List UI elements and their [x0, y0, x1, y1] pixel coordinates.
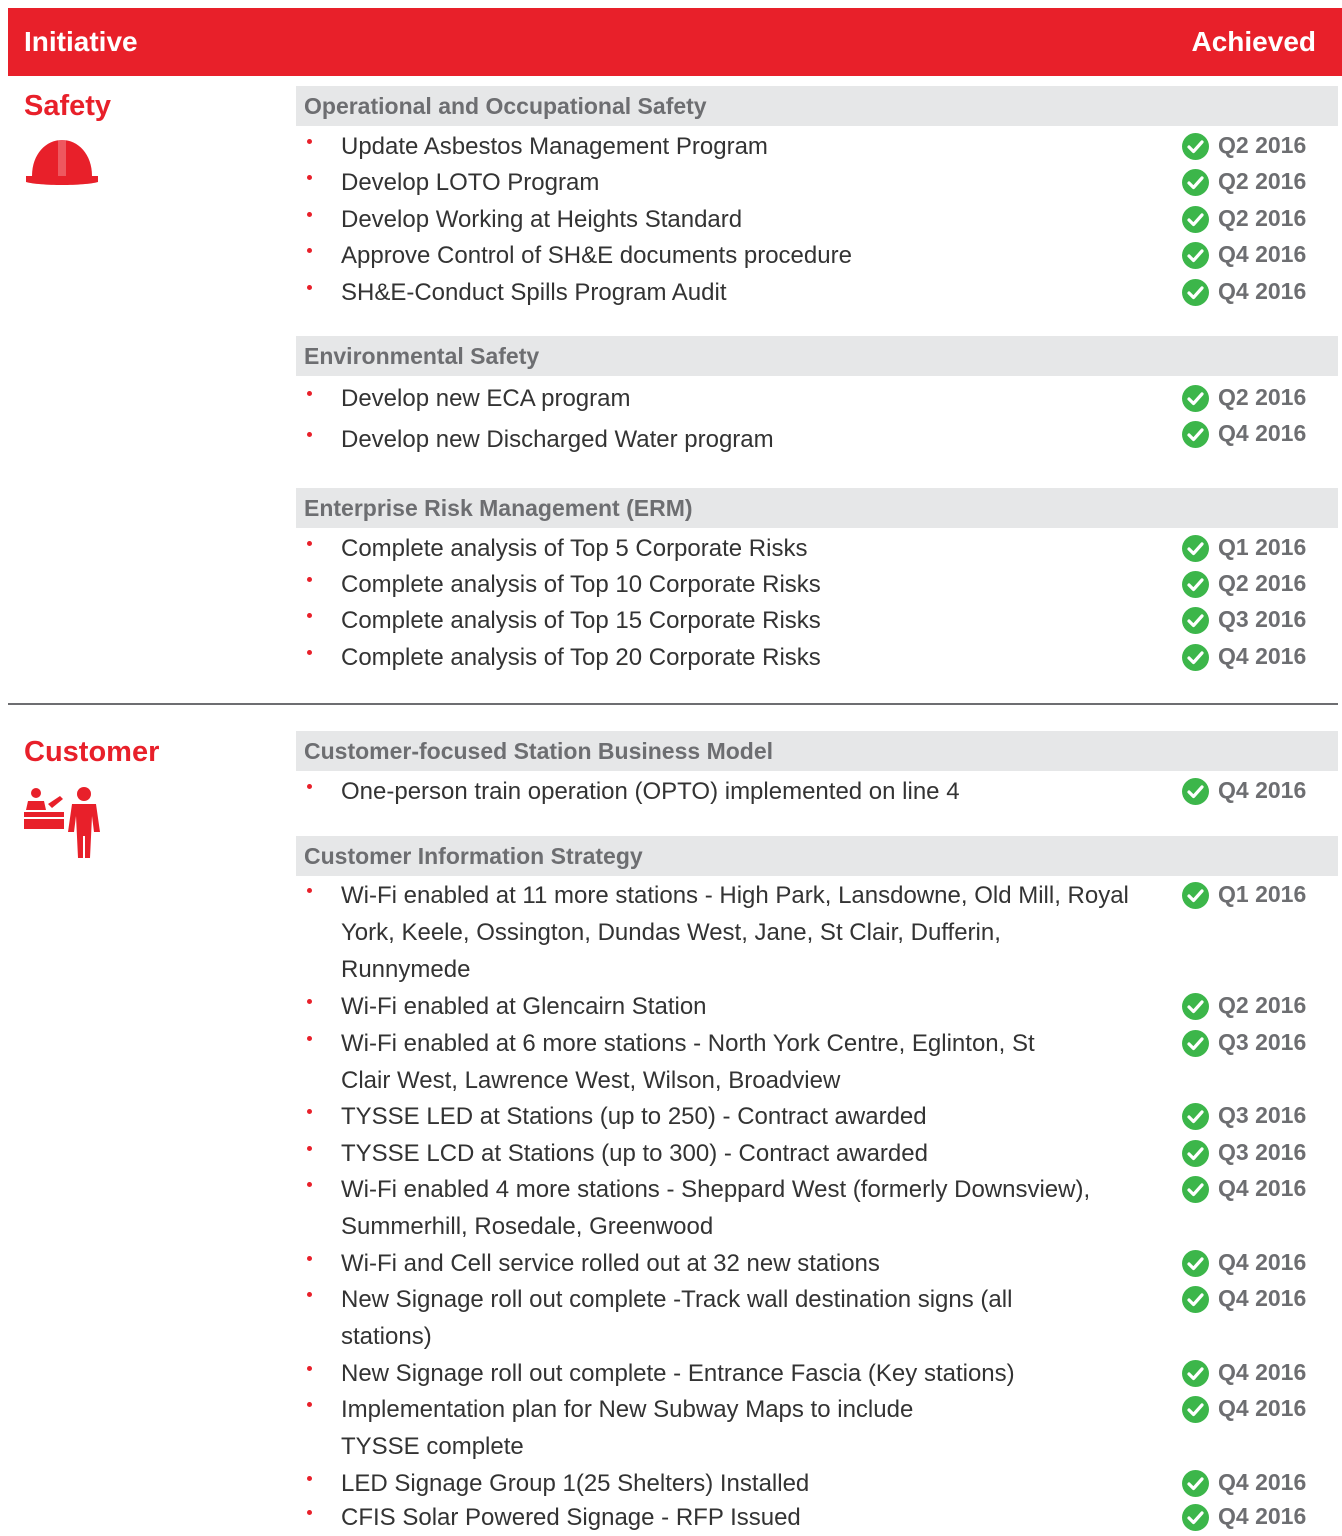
group-enterprise-risk	[296, 488, 1338, 528]
checkmark-icon	[1182, 1140, 1209, 1167]
bullet-icon	[307, 139, 312, 144]
item-text: Wi-Fi enabled at 6 more stations - North York Centre, Eglinton, St Clair West, Lawrence West, Wilson, Broadview	[341, 1030, 1035, 1094]
item-text: Develop Working at Heights Standard	[341, 206, 743, 233]
item-text: Wi-Fi enabled at Glencairn Station	[341, 993, 707, 1020]
checkmark-icon	[1182, 571, 1209, 598]
checkmark-icon	[1182, 206, 1209, 233]
quarter-label: Q3 2016	[1218, 1029, 1307, 1055]
checkmark-icon	[1182, 1286, 1209, 1313]
checkmark-icon	[1182, 1360, 1209, 1387]
bullet-icon	[307, 784, 312, 789]
quarter-label: Q1 2016	[1218, 534, 1307, 560]
bullet-icon	[307, 175, 312, 180]
quarter-label: Q2 2016	[1218, 205, 1307, 231]
bullet-icon	[307, 1109, 312, 1114]
checkmark-icon	[1182, 1030, 1209, 1057]
bullet-icon	[307, 1146, 312, 1151]
quarter-label: Q2 2016	[1218, 384, 1307, 410]
quarter-label: Q1 2016	[1218, 881, 1307, 907]
quarter-label: Q3 2016	[1218, 1139, 1307, 1165]
customer-title: Customer	[24, 736, 160, 768]
quarter-label: Q4 2016	[1218, 1359, 1307, 1385]
bullet-icon	[307, 432, 312, 437]
item-text: Wi-Fi enabled 4 more stations - Sheppard West (formerly Downsview), Summerhill, Rosedale, Greenwood	[341, 1176, 1091, 1240]
checkmark-icon	[1182, 993, 1209, 1020]
group-customer-business-model	[296, 731, 1338, 771]
item-text: Approve Control of SH&E documents procedure	[341, 242, 852, 269]
checkmark-icon	[1182, 133, 1209, 160]
item-text: Update Asbestos Management Program	[341, 133, 768, 160]
item-text: Complete analysis of Top 10 Corporate Risks	[341, 571, 821, 598]
bullet-icon	[307, 1402, 312, 1407]
checkmark-icon	[1182, 1250, 1209, 1277]
checkmark-icon	[1182, 1176, 1209, 1203]
group-environmental-safety	[296, 336, 1338, 376]
bullet-icon	[307, 613, 312, 618]
bullet-icon	[307, 1292, 312, 1297]
quarter-label: Q4 2016	[1218, 1469, 1307, 1495]
bullet-icon	[307, 541, 312, 546]
item-text: Complete analysis of Top 15 Corporate Risks	[341, 607, 821, 634]
bullet-icon	[307, 577, 312, 582]
item-text: Wi-Fi enabled at 11 more stations - High Park, Lansdowne, Old Mill, Royal York, Keele, Ossington, Dundas West, Jane, St Clair, Dufferin, Runnymede	[341, 882, 1129, 983]
quarter-label: Q4 2016	[1218, 1503, 1307, 1529]
quarter-label: Q4 2016	[1218, 643, 1307, 669]
quarter-label: Q2 2016	[1218, 992, 1307, 1018]
item-text: New Signage roll out complete -Track wall destination signs (all stations)	[341, 1286, 1013, 1350]
bullet-icon	[307, 248, 312, 253]
quarter-label: Q4 2016	[1218, 1249, 1307, 1275]
item-text: Wi-Fi and Cell service rolled out at 32 new stations	[341, 1250, 880, 1277]
initiative-column-header: Initiative	[24, 26, 138, 57]
checkmark-icon	[1182, 169, 1209, 196]
bullet-icon	[307, 1182, 312, 1187]
bullet-icon	[307, 1476, 312, 1481]
bullet-icon	[307, 650, 312, 655]
group-heading: Customer-focused Station Business Model	[296, 731, 1338, 771]
quarter-label: Q2 2016	[1218, 132, 1307, 158]
item-text: Implementation plan for New Subway Maps to include TYSSE complete	[341, 1396, 914, 1460]
item-text: Develop LOTO Program	[341, 169, 600, 196]
quarter-label: Q4 2016	[1218, 241, 1307, 267]
bullet-icon	[307, 1510, 312, 1515]
checkmark-icon	[1182, 607, 1209, 634]
section-divider	[8, 703, 1338, 705]
group-customer-information	[296, 836, 1338, 876]
checkmark-icon	[1182, 421, 1209, 448]
group-heading: Environmental Safety	[296, 336, 1338, 376]
quarter-label: Q4 2016	[1218, 420, 1307, 446]
item-text: TYSSE LED at Stations (up to 250) - Contract awarded	[341, 1103, 927, 1130]
quarter-label: Q4 2016	[1218, 1175, 1307, 1201]
checkmark-icon	[1182, 882, 1209, 909]
item-text: Complete analysis of Top 5 Corporate Risks	[341, 535, 808, 562]
checkmark-icon	[1182, 535, 1209, 562]
group-heading: Operational and Occupational Safety	[296, 86, 1338, 126]
bullet-icon	[307, 1036, 312, 1041]
item-text: Develop new ECA program	[341, 385, 631, 412]
table-header	[8, 8, 1342, 76]
checkmark-icon	[1182, 1470, 1209, 1497]
item-text: LED Signage Group 1(25 Shelters) Installed	[341, 1470, 810, 1497]
hard-hat-icon	[24, 136, 100, 195]
group-operational-safety	[296, 86, 1338, 126]
bullet-icon	[307, 285, 312, 290]
quarter-label: Q3 2016	[1218, 606, 1307, 632]
item-text: One-person train operation (OPTO) implemented on line 4	[341, 778, 960, 805]
customer-service-icon	[24, 786, 106, 865]
bullet-icon	[307, 1256, 312, 1261]
checkmark-icon	[1182, 644, 1209, 671]
quarter-label: Q3 2016	[1218, 1102, 1307, 1128]
checkmark-icon	[1182, 1504, 1209, 1531]
quarter-label: Q2 2016	[1218, 570, 1307, 596]
bullet-icon	[307, 1366, 312, 1371]
quarter-label: Q2 2016	[1218, 168, 1307, 194]
safety-title: Safety	[24, 90, 112, 122]
group-heading: Enterprise Risk Management (ERM)	[296, 488, 1338, 528]
checkmark-icon	[1182, 1103, 1209, 1130]
bullet-icon	[307, 391, 312, 396]
bullet-icon	[307, 888, 312, 893]
checkmark-icon	[1182, 1396, 1209, 1423]
bullet-icon	[307, 999, 312, 1004]
quarter-label: Q4 2016	[1218, 1285, 1307, 1311]
item-text: SH&E-Conduct Spills Program Audit	[341, 279, 727, 306]
bullet-icon	[307, 212, 312, 217]
quarter-label: Q4 2016	[1218, 1395, 1307, 1421]
checkmark-icon	[1182, 242, 1209, 269]
item-text: Complete analysis of Top 20 Corporate Risks	[341, 644, 821, 671]
quarter-label: Q4 2016	[1218, 777, 1307, 803]
item-text: CFIS Solar Powered Signage - RFP Issued	[341, 1504, 801, 1531]
item-text: TYSSE LCD at Stations (up to 300) - Contract awarded	[341, 1140, 928, 1167]
checkmark-icon	[1182, 385, 1209, 412]
checkmark-icon	[1182, 778, 1209, 805]
achieved-column-header: Achieved	[1191, 26, 1316, 57]
item-text: New Signage roll out complete - Entrance Fascia (Key stations)	[341, 1360, 1015, 1387]
quarter-label: Q4 2016	[1218, 278, 1307, 304]
group-heading: Customer Information Strategy	[296, 836, 1338, 876]
item-text: Develop new Discharged Water program	[341, 426, 774, 453]
checkmark-icon	[1182, 279, 1209, 306]
